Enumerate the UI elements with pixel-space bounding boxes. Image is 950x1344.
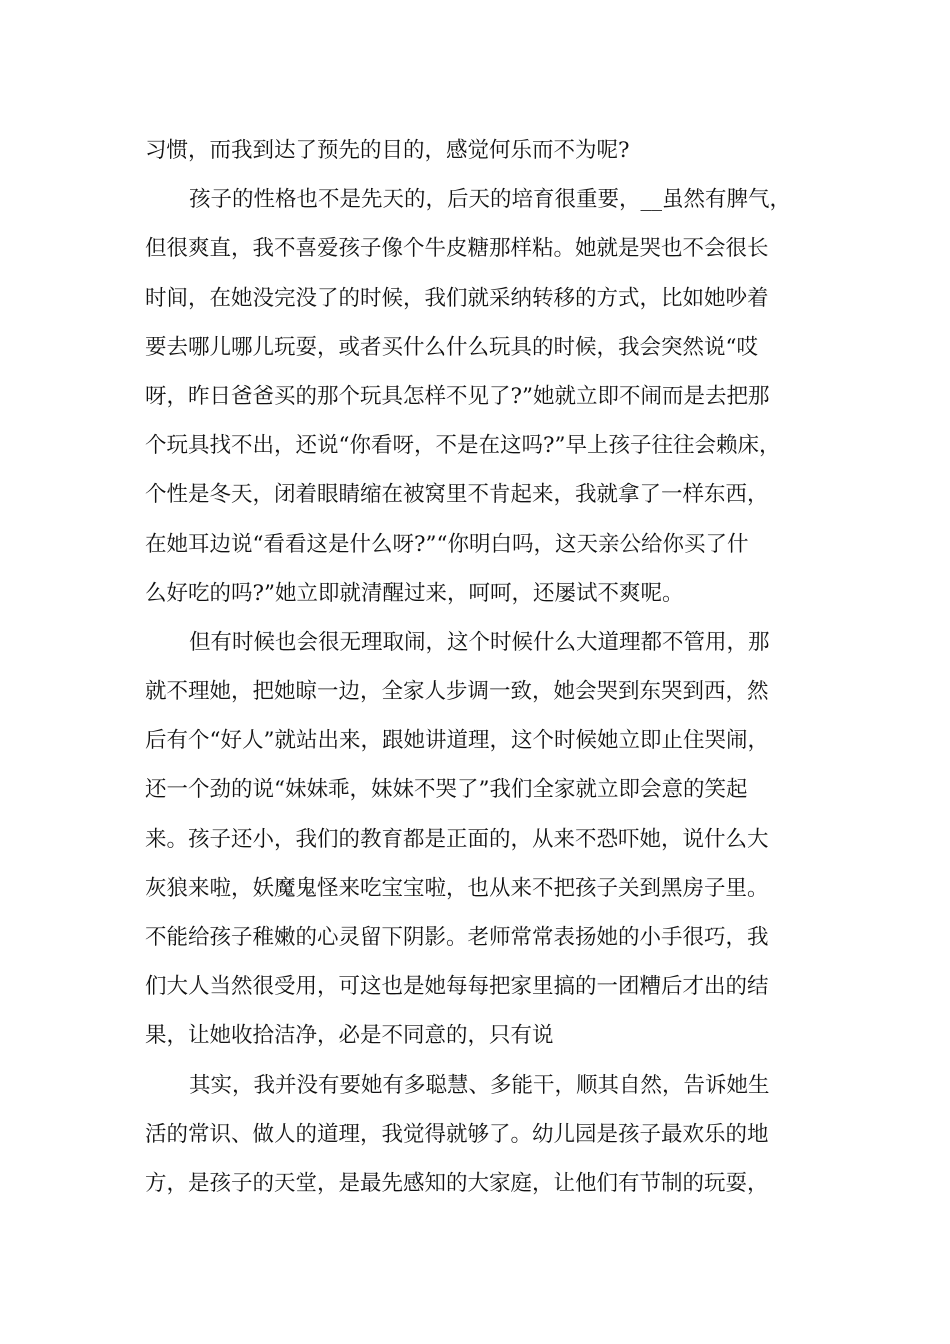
- text-line: 就不理她，把她晾一边，全家人步调一致，她会哭到东哭到西，然: [145, 679, 769, 705]
- text-line: 呀，昨日爸爸买的那个玩具怎样不见了?”她就立即不闹而是去把那: [145, 383, 770, 409]
- text-line: 们大人当然很受用，可这也是她每每把家里搞的一团糟后才出的结: [145, 974, 769, 1000]
- text-line: 么好吃的吗?”她立即就清醒过来，呵呵，还屡试不爽呢。: [145, 580, 684, 606]
- text-line: 时间，在她没完没了的时候，我们就采纳转移的方式，比如她吵着: [145, 285, 769, 311]
- text-line: 灰狼来啦，妖魔鬼怪来吃宝宝啦，也从来不把孩子关到黑房子里。: [145, 875, 769, 901]
- text-line: 后有个“好人”就站出来，跟她讲道理，这个时候她立即止住哭闹，: [145, 728, 769, 754]
- paragraph: [145, 126, 835, 175]
- document-body: [145, 126, 835, 1208]
- text-line: 其实，我并没有要她有多聪慧、多能干，顺其自然，告诉她生: [189, 1072, 770, 1098]
- paragraph: [145, 1061, 835, 1209]
- paragraph: [145, 175, 835, 618]
- text-line: 孩子的性格也不是先天的，后天的培育很重要，__虽然有脾气，: [189, 187, 792, 213]
- text-line: 但很爽直，我不喜爱孩子像个牛皮糖那样粘。她就是哭也不会很长: [145, 236, 769, 262]
- text-line: 还一个劲的说“妹妹乖，妹妹不哭了”我们全家就立即会意的笑起: [145, 777, 748, 803]
- text-line: 个玩具找不出，还说“你看呀，不是在这吗?”早上孩子往往会赖床，: [145, 433, 781, 459]
- text-line: 不能给孩子稚嫩的心灵留下阴影。老师常常表扬她的小手很巧，我: [145, 925, 769, 950]
- text-line: 但有时候也会很无理取闹，这个时候什么大道理都不管用，那: [189, 629, 770, 655]
- text-line: 活的常识、做人的道理，我觉得就够了。幼儿园是孩子最欢乐的地: [145, 1121, 769, 1147]
- paragraph: [145, 618, 835, 1061]
- text-line: 果，让她收拾洁净，必是不同意的，只有说: [145, 1023, 554, 1049]
- text-line: 个性是冬天，闭着眼睛缩在被窝里不肯起来，我就拿了一样东西，: [145, 482, 769, 508]
- text-line: 在她耳边说“看看这是什么呀?”“你明白吗，这天亲公给你买了什: [145, 531, 749, 557]
- text-line: 习惯，而我到达了预先的目的，感觉何乐而不为呢?: [145, 138, 630, 163]
- text-line: 来。孩子还小，我们的教育都是正面的，从来不恐吓她，说什么大: [145, 826, 769, 852]
- text-line: 方，是孩子的天堂，是最先感知的大家庭，让他们有节制的玩耍，: [145, 1170, 769, 1196]
- text-line: 要去哪儿哪儿玩耍，或者买什么什么玩具的时候，我会突然说“哎: [145, 334, 758, 360]
